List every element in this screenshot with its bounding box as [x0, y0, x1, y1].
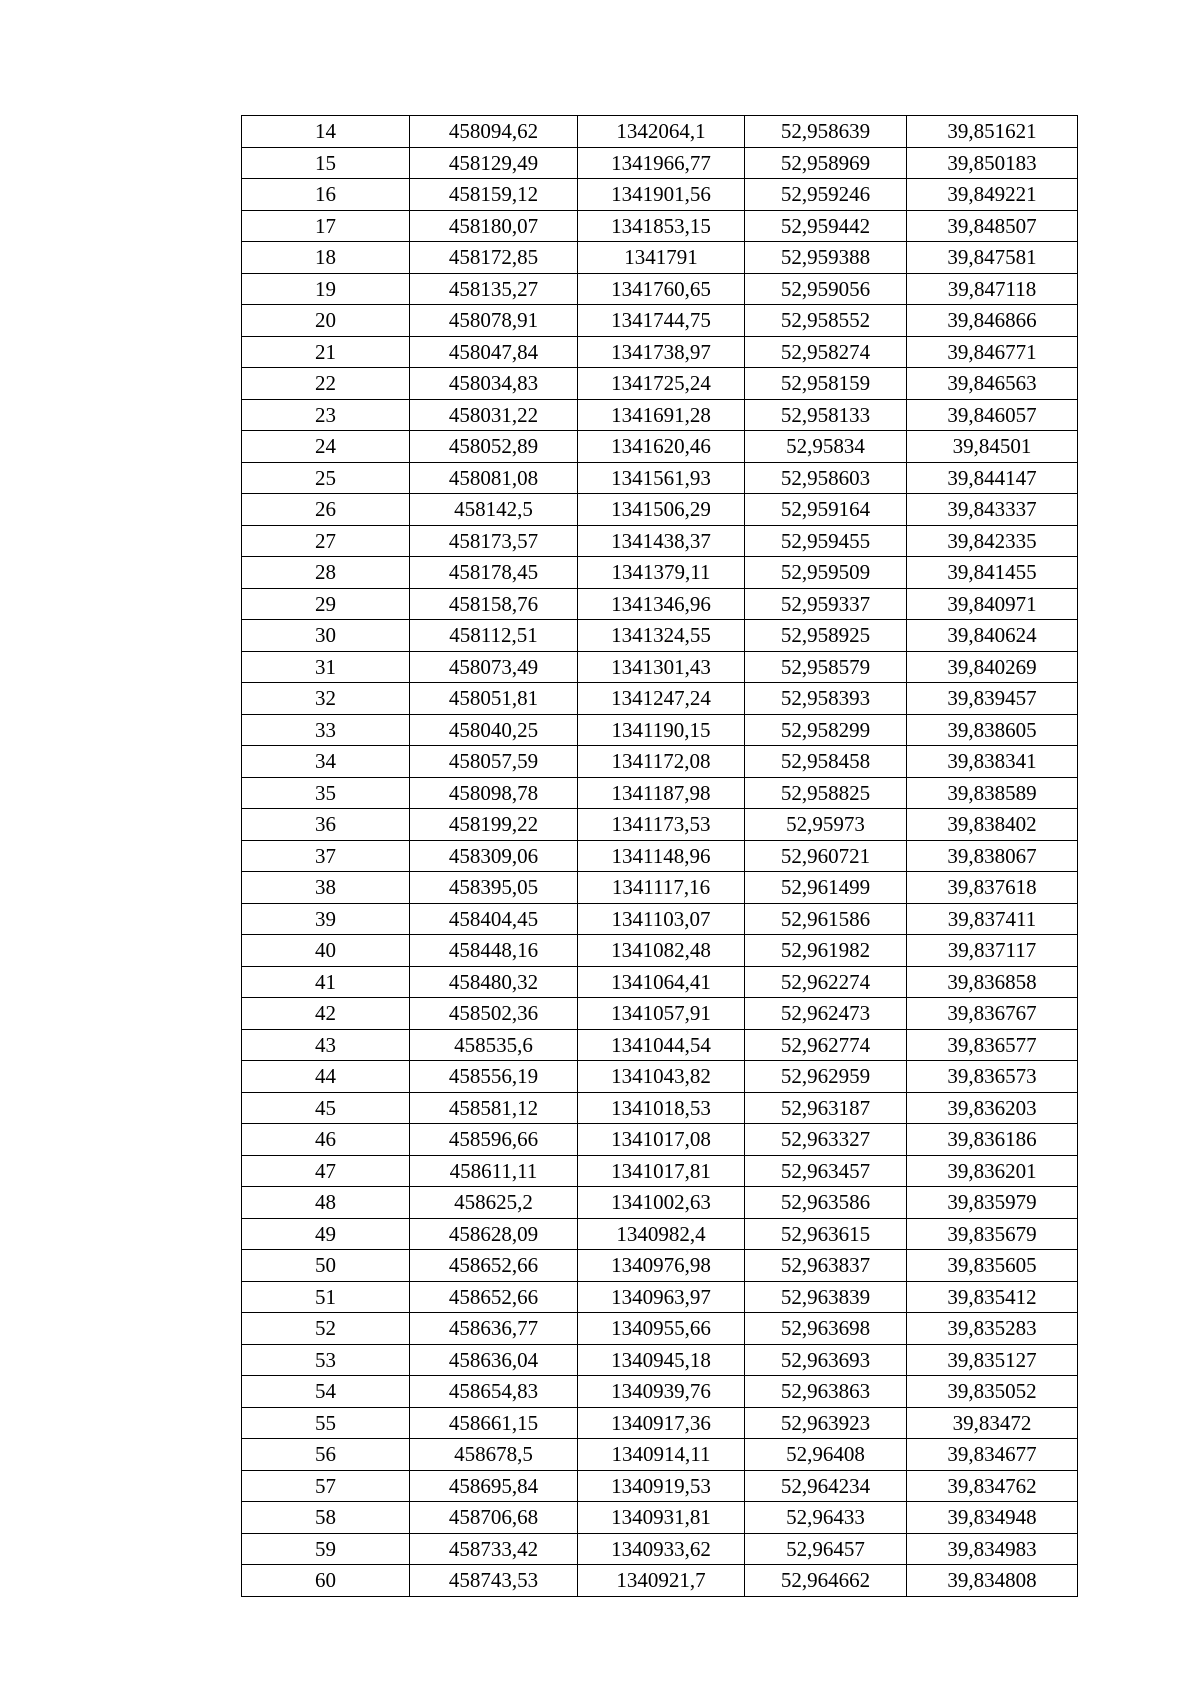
table-row [242, 1565, 1078, 1597]
table-row [242, 1344, 1078, 1376]
table-row [242, 1061, 1078, 1093]
y-coordinate-cell: 1341190,15 [578, 714, 745, 746]
point-number-cell: 53 [242, 1344, 410, 1376]
x-coordinate-cell: 458652,66 [410, 1281, 578, 1313]
longitude-cell: 39,834983 [907, 1533, 1078, 1565]
longitude-cell: 39,841455 [907, 557, 1078, 589]
table-row [242, 462, 1078, 494]
x-coordinate-cell: 458733,42 [410, 1533, 578, 1565]
y-coordinate-cell: 1341301,43 [578, 651, 745, 683]
x-coordinate-cell: 458129,49 [410, 147, 578, 179]
x-coordinate-cell: 458057,59 [410, 746, 578, 778]
x-coordinate-cell: 458743,53 [410, 1565, 578, 1597]
latitude-cell: 52,959455 [745, 525, 907, 557]
table-row [242, 714, 1078, 746]
longitude-cell: 39,849221 [907, 179, 1078, 211]
table-row [242, 557, 1078, 589]
point-number-cell: 56 [242, 1439, 410, 1471]
table-row [242, 494, 1078, 526]
y-coordinate-cell: 1341901,56 [578, 179, 745, 211]
latitude-cell: 52,963863 [745, 1376, 907, 1408]
latitude-cell: 52,960721 [745, 840, 907, 872]
longitude-cell: 39,847581 [907, 242, 1078, 274]
y-coordinate-cell: 1341561,93 [578, 462, 745, 494]
longitude-cell: 39,836573 [907, 1061, 1078, 1093]
latitude-cell: 52,958552 [745, 305, 907, 337]
table-row [242, 1313, 1078, 1345]
table-row [242, 1470, 1078, 1502]
x-coordinate-cell: 458309,06 [410, 840, 578, 872]
x-coordinate-cell: 458142,5 [410, 494, 578, 526]
y-coordinate-cell: 1340982,4 [578, 1218, 745, 1250]
point-number-cell: 51 [242, 1281, 410, 1313]
table-row [242, 1250, 1078, 1282]
y-coordinate-cell: 1341017,08 [578, 1124, 745, 1156]
latitude-cell: 52,964662 [745, 1565, 907, 1597]
latitude-cell: 52,963923 [745, 1407, 907, 1439]
table-row [242, 1187, 1078, 1219]
longitude-cell: 39,838605 [907, 714, 1078, 746]
latitude-cell: 52,962274 [745, 966, 907, 998]
table-row [242, 998, 1078, 1030]
y-coordinate-cell: 1340939,76 [578, 1376, 745, 1408]
y-coordinate-cell: 1341017,81 [578, 1155, 745, 1187]
x-coordinate-cell: 458078,91 [410, 305, 578, 337]
x-coordinate-cell: 458173,57 [410, 525, 578, 557]
longitude-cell: 39,840624 [907, 620, 1078, 652]
point-number-cell: 31 [242, 651, 410, 683]
latitude-cell: 52,962959 [745, 1061, 907, 1093]
longitude-cell: 39,840971 [907, 588, 1078, 620]
longitude-cell: 39,837618 [907, 872, 1078, 904]
y-coordinate-cell: 1341173,53 [578, 809, 745, 841]
longitude-cell: 39,837117 [907, 935, 1078, 967]
longitude-cell: 39,836767 [907, 998, 1078, 1030]
x-coordinate-cell: 458596,66 [410, 1124, 578, 1156]
x-coordinate-cell: 458395,05 [410, 872, 578, 904]
y-coordinate-cell: 1341966,77 [578, 147, 745, 179]
y-coordinate-cell: 1340919,53 [578, 1470, 745, 1502]
table-row [242, 1407, 1078, 1439]
latitude-cell: 52,958579 [745, 651, 907, 683]
x-coordinate-cell: 458611,11 [410, 1155, 578, 1187]
table-row [242, 935, 1078, 967]
latitude-cell: 52,958133 [745, 399, 907, 431]
y-coordinate-cell: 1341018,53 [578, 1092, 745, 1124]
x-coordinate-cell: 458034,83 [410, 368, 578, 400]
x-coordinate-cell: 458178,45 [410, 557, 578, 589]
point-number-cell: 60 [242, 1565, 410, 1597]
x-coordinate-cell: 458158,76 [410, 588, 578, 620]
table-row [242, 116, 1078, 148]
longitude-cell: 39,839457 [907, 683, 1078, 715]
x-coordinate-cell: 458094,62 [410, 116, 578, 148]
table-row [242, 179, 1078, 211]
y-coordinate-cell: 1341725,24 [578, 368, 745, 400]
table-row [242, 809, 1078, 841]
y-coordinate-cell: 1341247,24 [578, 683, 745, 715]
point-number-cell: 26 [242, 494, 410, 526]
table-row [242, 1155, 1078, 1187]
latitude-cell: 52,958825 [745, 777, 907, 809]
table-row [242, 336, 1078, 368]
latitude-cell: 52,96408 [745, 1439, 907, 1471]
latitude-cell: 52,959164 [745, 494, 907, 526]
point-number-cell: 47 [242, 1155, 410, 1187]
table-row [242, 1218, 1078, 1250]
coordinates-table-body [242, 116, 1078, 1597]
y-coordinate-cell: 1342064,1 [578, 116, 745, 148]
y-coordinate-cell: 1340931,81 [578, 1502, 745, 1534]
point-number-cell: 25 [242, 462, 410, 494]
x-coordinate-cell: 458180,07 [410, 210, 578, 242]
latitude-cell: 52,963837 [745, 1250, 907, 1282]
y-coordinate-cell: 1341117,16 [578, 872, 745, 904]
x-coordinate-cell: 458448,16 [410, 935, 578, 967]
point-number-cell: 39 [242, 903, 410, 935]
x-coordinate-cell: 458535,6 [410, 1029, 578, 1061]
table-row [242, 1439, 1078, 1471]
x-coordinate-cell: 458654,83 [410, 1376, 578, 1408]
y-coordinate-cell: 1341002,63 [578, 1187, 745, 1219]
x-coordinate-cell: 458159,12 [410, 179, 578, 211]
latitude-cell: 52,958458 [745, 746, 907, 778]
longitude-cell: 39,835127 [907, 1344, 1078, 1376]
point-number-cell: 20 [242, 305, 410, 337]
table-row [242, 620, 1078, 652]
point-number-cell: 30 [242, 620, 410, 652]
y-coordinate-cell: 1341103,07 [578, 903, 745, 935]
latitude-cell: 52,959509 [745, 557, 907, 589]
y-coordinate-cell: 1341620,46 [578, 431, 745, 463]
y-coordinate-cell: 1340976,98 [578, 1250, 745, 1282]
longitude-cell: 39,837411 [907, 903, 1078, 935]
x-coordinate-cell: 458628,09 [410, 1218, 578, 1250]
longitude-cell: 39,836201 [907, 1155, 1078, 1187]
x-coordinate-cell: 458172,85 [410, 242, 578, 274]
table-row [242, 1092, 1078, 1124]
point-number-cell: 34 [242, 746, 410, 778]
point-number-cell: 33 [242, 714, 410, 746]
table-row [242, 525, 1078, 557]
table-row [242, 1124, 1078, 1156]
point-number-cell: 15 [242, 147, 410, 179]
y-coordinate-cell: 1341506,29 [578, 494, 745, 526]
y-coordinate-cell: 1341738,97 [578, 336, 745, 368]
y-coordinate-cell: 1341043,82 [578, 1061, 745, 1093]
latitude-cell: 52,96457 [745, 1533, 907, 1565]
longitude-cell: 39,834762 [907, 1470, 1078, 1502]
latitude-cell: 52,962473 [745, 998, 907, 1030]
point-number-cell: 42 [242, 998, 410, 1030]
longitude-cell: 39,835283 [907, 1313, 1078, 1345]
longitude-cell: 39,843337 [907, 494, 1078, 526]
y-coordinate-cell: 1341044,54 [578, 1029, 745, 1061]
point-number-cell: 45 [242, 1092, 410, 1124]
latitude-cell: 52,958639 [745, 116, 907, 148]
latitude-cell: 52,95973 [745, 809, 907, 841]
point-number-cell: 40 [242, 935, 410, 967]
x-coordinate-cell: 458502,36 [410, 998, 578, 1030]
table-row [242, 431, 1078, 463]
latitude-cell: 52,959056 [745, 273, 907, 305]
x-coordinate-cell: 458073,49 [410, 651, 578, 683]
x-coordinate-cell: 458652,66 [410, 1250, 578, 1282]
point-number-cell: 43 [242, 1029, 410, 1061]
y-coordinate-cell: 1341148,96 [578, 840, 745, 872]
x-coordinate-cell: 458051,81 [410, 683, 578, 715]
latitude-cell: 52,959442 [745, 210, 907, 242]
longitude-cell: 39,842335 [907, 525, 1078, 557]
point-number-cell: 32 [242, 683, 410, 715]
table-row [242, 273, 1078, 305]
point-number-cell: 44 [242, 1061, 410, 1093]
point-number-cell: 48 [242, 1187, 410, 1219]
point-number-cell: 21 [242, 336, 410, 368]
y-coordinate-cell: 1341791 [578, 242, 745, 274]
point-number-cell: 23 [242, 399, 410, 431]
x-coordinate-cell: 458661,15 [410, 1407, 578, 1439]
longitude-cell: 39,836203 [907, 1092, 1078, 1124]
table-row [242, 147, 1078, 179]
longitude-cell: 39,836858 [907, 966, 1078, 998]
y-coordinate-cell: 1340921,7 [578, 1565, 745, 1597]
x-coordinate-cell: 458098,78 [410, 777, 578, 809]
latitude-cell: 52,958274 [745, 336, 907, 368]
x-coordinate-cell: 458031,22 [410, 399, 578, 431]
latitude-cell: 52,96433 [745, 1502, 907, 1534]
coordinates-table [241, 115, 1078, 1597]
latitude-cell: 52,959337 [745, 588, 907, 620]
latitude-cell: 52,958925 [745, 620, 907, 652]
point-number-cell: 14 [242, 116, 410, 148]
longitude-cell: 39,844147 [907, 462, 1078, 494]
point-number-cell: 46 [242, 1124, 410, 1156]
longitude-cell: 39,838341 [907, 746, 1078, 778]
longitude-cell: 39,834677 [907, 1439, 1078, 1471]
latitude-cell: 52,958603 [745, 462, 907, 494]
point-number-cell: 16 [242, 179, 410, 211]
y-coordinate-cell: 1341064,41 [578, 966, 745, 998]
longitude-cell: 39,846771 [907, 336, 1078, 368]
x-coordinate-cell: 458695,84 [410, 1470, 578, 1502]
latitude-cell: 52,964234 [745, 1470, 907, 1502]
table-row [242, 651, 1078, 683]
point-number-cell: 24 [242, 431, 410, 463]
longitude-cell: 39,835979 [907, 1187, 1078, 1219]
longitude-cell: 39,838589 [907, 777, 1078, 809]
table-row [242, 903, 1078, 935]
y-coordinate-cell: 1341853,15 [578, 210, 745, 242]
x-coordinate-cell: 458135,27 [410, 273, 578, 305]
latitude-cell: 52,963693 [745, 1344, 907, 1376]
x-coordinate-cell: 458636,77 [410, 1313, 578, 1345]
latitude-cell: 52,958159 [745, 368, 907, 400]
x-coordinate-cell: 458480,32 [410, 966, 578, 998]
latitude-cell: 52,958969 [745, 147, 907, 179]
x-coordinate-cell: 458404,45 [410, 903, 578, 935]
longitude-cell: 39,846057 [907, 399, 1078, 431]
x-coordinate-cell: 458081,08 [410, 462, 578, 494]
latitude-cell: 52,958393 [745, 683, 907, 715]
table-row [242, 1029, 1078, 1061]
y-coordinate-cell: 1341172,08 [578, 746, 745, 778]
point-number-cell: 36 [242, 809, 410, 841]
longitude-cell: 39,836186 [907, 1124, 1078, 1156]
longitude-cell: 39,851621 [907, 116, 1078, 148]
table-row [242, 588, 1078, 620]
longitude-cell: 39,834808 [907, 1565, 1078, 1597]
latitude-cell: 52,963457 [745, 1155, 907, 1187]
y-coordinate-cell: 1340955,66 [578, 1313, 745, 1345]
y-coordinate-cell: 1341379,11 [578, 557, 745, 589]
longitude-cell: 39,846866 [907, 305, 1078, 337]
table-row [242, 746, 1078, 778]
longitude-cell: 39,835412 [907, 1281, 1078, 1313]
latitude-cell: 52,963327 [745, 1124, 907, 1156]
longitude-cell: 39,83472 [907, 1407, 1078, 1439]
x-coordinate-cell: 458581,12 [410, 1092, 578, 1124]
y-coordinate-cell: 1341057,91 [578, 998, 745, 1030]
table-row [242, 1376, 1078, 1408]
table-row [242, 777, 1078, 809]
y-coordinate-cell: 1340933,62 [578, 1533, 745, 1565]
table-row [242, 305, 1078, 337]
y-coordinate-cell: 1341346,96 [578, 588, 745, 620]
point-number-cell: 52 [242, 1313, 410, 1345]
latitude-cell: 52,958299 [745, 714, 907, 746]
point-number-cell: 17 [242, 210, 410, 242]
point-number-cell: 28 [242, 557, 410, 589]
y-coordinate-cell: 1340914,11 [578, 1439, 745, 1471]
latitude-cell: 52,961586 [745, 903, 907, 935]
table-row [242, 872, 1078, 904]
latitude-cell: 52,961982 [745, 935, 907, 967]
table-row [242, 1502, 1078, 1534]
x-coordinate-cell: 458706,68 [410, 1502, 578, 1534]
longitude-cell: 39,834948 [907, 1502, 1078, 1534]
table-row [242, 210, 1078, 242]
longitude-cell: 39,847118 [907, 273, 1078, 305]
point-number-cell: 38 [242, 872, 410, 904]
y-coordinate-cell: 1341438,37 [578, 525, 745, 557]
x-coordinate-cell: 458052,89 [410, 431, 578, 463]
point-number-cell: 18 [242, 242, 410, 274]
latitude-cell: 52,963187 [745, 1092, 907, 1124]
y-coordinate-cell: 1341082,48 [578, 935, 745, 967]
latitude-cell: 52,963586 [745, 1187, 907, 1219]
point-number-cell: 49 [242, 1218, 410, 1250]
x-coordinate-cell: 458040,25 [410, 714, 578, 746]
latitude-cell: 52,962774 [745, 1029, 907, 1061]
x-coordinate-cell: 458625,2 [410, 1187, 578, 1219]
point-number-cell: 37 [242, 840, 410, 872]
longitude-cell: 39,838402 [907, 809, 1078, 841]
y-coordinate-cell: 1340917,36 [578, 1407, 745, 1439]
point-number-cell: 54 [242, 1376, 410, 1408]
latitude-cell: 52,959388 [745, 242, 907, 274]
point-number-cell: 50 [242, 1250, 410, 1282]
table-row [242, 966, 1078, 998]
y-coordinate-cell: 1341760,65 [578, 273, 745, 305]
x-coordinate-cell: 458678,5 [410, 1439, 578, 1471]
latitude-cell: 52,963839 [745, 1281, 907, 1313]
table-row [242, 368, 1078, 400]
table-row [242, 1533, 1078, 1565]
latitude-cell: 52,963615 [745, 1218, 907, 1250]
table-row [242, 683, 1078, 715]
y-coordinate-cell: 1341187,98 [578, 777, 745, 809]
x-coordinate-cell: 458556,19 [410, 1061, 578, 1093]
table-row [242, 1281, 1078, 1313]
point-number-cell: 22 [242, 368, 410, 400]
y-coordinate-cell: 1340945,18 [578, 1344, 745, 1376]
table-row [242, 399, 1078, 431]
point-number-cell: 41 [242, 966, 410, 998]
longitude-cell: 39,846563 [907, 368, 1078, 400]
longitude-cell: 39,836577 [907, 1029, 1078, 1061]
longitude-cell: 39,835679 [907, 1218, 1078, 1250]
longitude-cell: 39,850183 [907, 147, 1078, 179]
latitude-cell: 52,961499 [745, 872, 907, 904]
point-number-cell: 58 [242, 1502, 410, 1534]
longitude-cell: 39,838067 [907, 840, 1078, 872]
latitude-cell: 52,963698 [745, 1313, 907, 1345]
point-number-cell: 19 [242, 273, 410, 305]
latitude-cell: 52,95834 [745, 431, 907, 463]
x-coordinate-cell: 458199,22 [410, 809, 578, 841]
point-number-cell: 27 [242, 525, 410, 557]
point-number-cell: 35 [242, 777, 410, 809]
point-number-cell: 57 [242, 1470, 410, 1502]
x-coordinate-cell: 458112,51 [410, 620, 578, 652]
y-coordinate-cell: 1340963,97 [578, 1281, 745, 1313]
y-coordinate-cell: 1341744,75 [578, 305, 745, 337]
point-number-cell: 29 [242, 588, 410, 620]
x-coordinate-cell: 458636,04 [410, 1344, 578, 1376]
table-row [242, 242, 1078, 274]
longitude-cell: 39,84501 [907, 431, 1078, 463]
y-coordinate-cell: 1341691,28 [578, 399, 745, 431]
x-coordinate-cell: 458047,84 [410, 336, 578, 368]
table-row [242, 840, 1078, 872]
point-number-cell: 59 [242, 1533, 410, 1565]
y-coordinate-cell: 1341324,55 [578, 620, 745, 652]
longitude-cell: 39,840269 [907, 651, 1078, 683]
longitude-cell: 39,835605 [907, 1250, 1078, 1282]
longitude-cell: 39,848507 [907, 210, 1078, 242]
longitude-cell: 39,835052 [907, 1376, 1078, 1408]
latitude-cell: 52,959246 [745, 179, 907, 211]
point-number-cell: 55 [242, 1407, 410, 1439]
